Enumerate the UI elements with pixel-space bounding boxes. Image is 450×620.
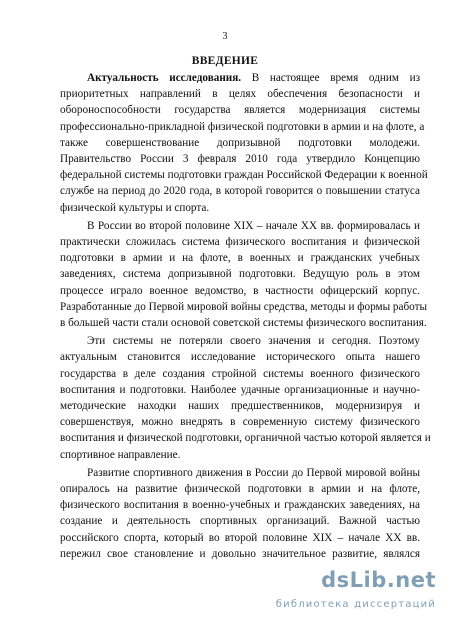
paragraph-line: Развитие спортивного движения в России до Первой мировой войны	[87, 466, 420, 479]
paragraph-line: опиралось на развитие физической подготовки в армии и на флоте,	[60, 483, 420, 496]
paragraph-lead: Актуальность исследования.	[87, 72, 242, 84]
paragraph-line: воспитания и подготовки. Наиболее удачные организационные и научно-	[60, 383, 420, 396]
paragraph-sports-development	[60, 465, 420, 562]
paragraph-line: также совершенствование допризывной подготовки молодежи.	[60, 136, 420, 149]
paragraph-line: профессионально-прикладной физической подготовки в армии и на флоте, а	[60, 120, 425, 133]
document-body	[60, 70, 431, 564]
paragraph-line: пережил свое становление и довольно значительное развитие, являлся	[60, 547, 420, 560]
paragraph-significance	[60, 333, 431, 463]
paragraph-line: федеральной системы подготовки граждан Российской Федерации к военной	[60, 169, 428, 182]
paragraph-line: физической культуры и спорта.	[60, 201, 210, 214]
paragraph-line: службе на период до 2020 года, в которой говорится о повышении статуса	[60, 185, 420, 198]
paragraph-line: в большей части стали основой советской системы физического воспитания.	[60, 317, 427, 330]
paragraph-line: Правительство России 3 февраля 2010 года утвердило Концепцию	[60, 153, 420, 166]
paragraph-line: спортивное направление.	[60, 448, 181, 461]
paragraph-line: приоритетных направлений в целях обеспечения безопасности и	[60, 88, 420, 101]
paragraph-history	[60, 218, 428, 331]
paragraph-line: российского спорта, который во второй половине XIX – начале XX вв.	[60, 531, 420, 544]
paragraph-line: процессе играло военное ведомство, в частности офицерский корпус.	[60, 284, 420, 297]
page-number: 3	[222, 31, 228, 42]
paragraph-line: методические находки наших предшественников, модернизируя и	[60, 400, 420, 413]
section-heading: ВВЕДЕНИЕ	[191, 55, 259, 67]
paragraph-line: государства в деле создания стройной системы военного физического	[60, 367, 420, 380]
paragraph-line: заведениях, система допризывной подготовки. Ведущую роль в этом	[60, 268, 420, 281]
watermark	[275, 568, 436, 612]
paragraph-line: В России во второй половине XIX – начале XX вв. формировалась и	[87, 219, 420, 232]
paragraph-line: Разработанные до Первой мировой войны средства, методы и формы работы	[60, 300, 428, 313]
paragraph-line: подготовки в армии и на флоте, в военных и гражданских учебных	[60, 252, 420, 265]
paragraph-line: актуальным становится исследование исторического опыта нашего	[60, 351, 420, 364]
paragraph-line: практически сложилась система физического воспитания и физической	[60, 236, 420, 249]
watermark-logo: dsLib.net	[321, 568, 436, 592]
watermark-subtitle: библиотека диссертаций	[275, 599, 436, 610]
paragraph-relevance	[60, 70, 428, 216]
paragraph-line: физического воспитания в военно-учебных и гражданских заведениях, на	[60, 499, 420, 512]
paragraph-line: совершенствуя, можно внедрять в современную систему физического	[60, 416, 420, 429]
paragraph-line: создание и деятельность спортивных организаций. Важной частью	[60, 515, 420, 528]
paragraph-line: Эти системы не потеряли своего значения и сегодня. Поэтому	[87, 335, 420, 348]
paragraph-line: Актуальность исследования. В настоящее время одним из	[87, 72, 420, 84]
paragraph-line: воспитания и физической подготовки, органичной частью которой является и	[60, 432, 431, 445]
paragraph-line: обороноспособности государства является модернизация системы	[60, 104, 420, 117]
